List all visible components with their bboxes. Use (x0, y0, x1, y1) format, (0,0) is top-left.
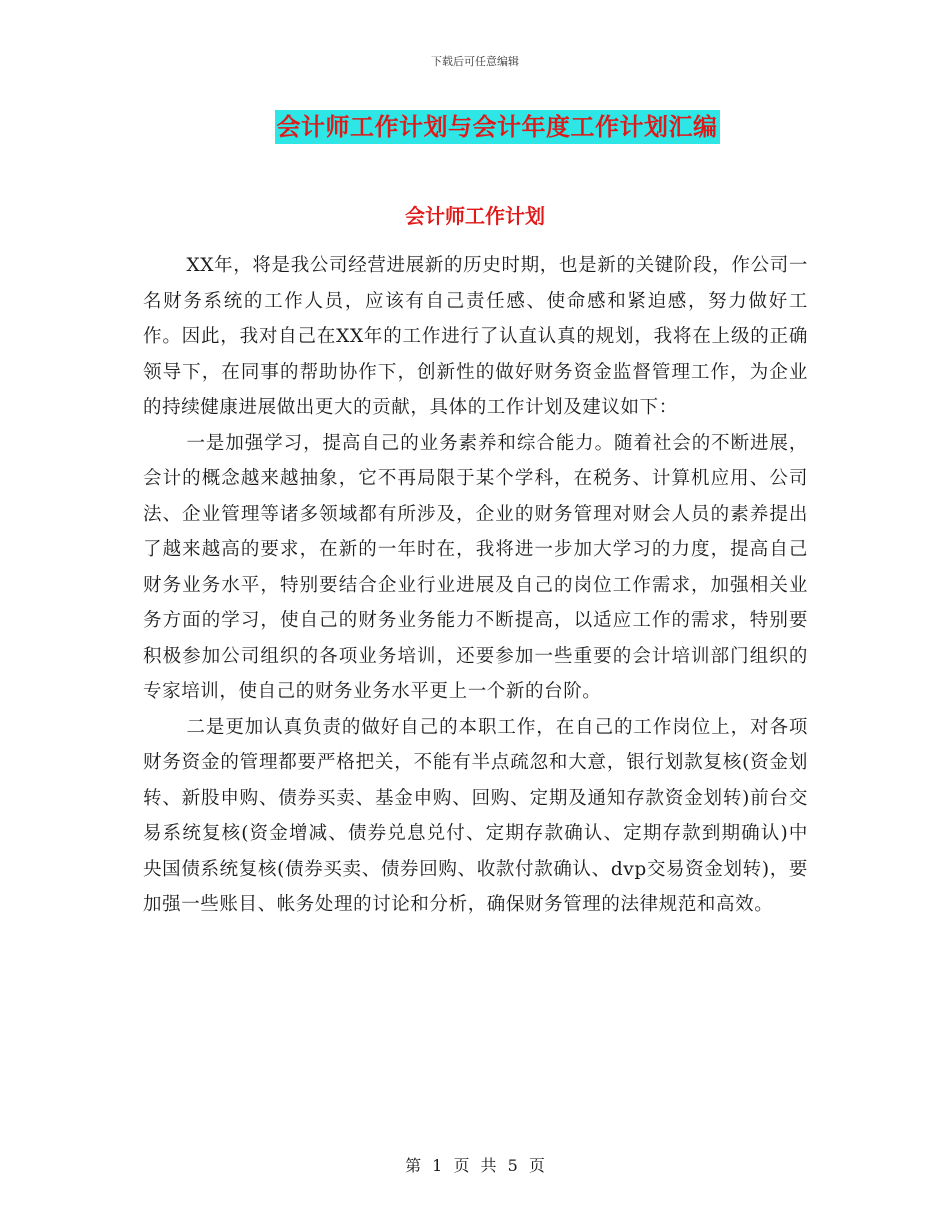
section-title: 会计师工作计划 (405, 204, 545, 228)
document-body (143, 248, 808, 923)
paragraph-learning: 一是加强学习，提高自己的业务素养和综合能力。随着社会的不断进展，会计的概念越来越抽象，它不再局限于某个学科，在税务、计算机应用、公司法、企业管理等诸多领域都有所涉及，企业的财务管理对财会人员的素养提出了越来越高的要求，在新的一年时在，我将进一步加大学习的力度，提高自己财务业务水平，特别要结合企业行业进展及自己的岗位工作需求，加强相关业务方面的学习，使自己的财务业务能力不断提高，以适应工作的需求，特别要积极参加公司组织的各项业务培训，还要参加一些重要的会计培训部门组织的专家培训，使自己的财务业务水平更上一个新的台阶。 (143, 432, 808, 702)
document-title-wrap (0, 110, 950, 144)
paragraph-intro: XX年，将是我公司经营进展新的历史时期，也是新的关键阶段，作公司一名财务系统的工作人员，应该有自己责任感、使命感和紧迫感，努力做好工作。因此，我对自己在XX年的工作进行了认直认真的规划，我将在上级的正确领导下，在同事的帮助协作下，创新性的做好财务资金监督管理工作，为企业的持续健康进展做出更大的贡献，具体的工作计划及建议如下： (143, 255, 808, 418)
document-title: 会计师工作计划与会计年度工作计划汇编 (275, 110, 720, 144)
header-note: 下载后可任意编辑 (431, 55, 519, 68)
page-number-footer: 第 1 页 共 5 页 (405, 1156, 545, 1175)
paragraph-duties: 二是更加认真负责的做好自己的本职工作，在自己的工作岗位上，对各项财务资金的管理都要严格把关，不能有半点疏忽和大意，银行划款复核(资金划转、新股申购、债券买卖、基金申购、回购、定期及通知存款资金划转)前台交易系统复核(资金增减、债券兑息兑付、定期存款确认、定期存款到期确认)中央国债系统复核(债券买卖、债券回购、收款付款确认、dvp交易资金划转)，要加强一些账目、帐务处理的讨论和分析，确保财务管理的法律规范和高效。 (143, 716, 808, 915)
